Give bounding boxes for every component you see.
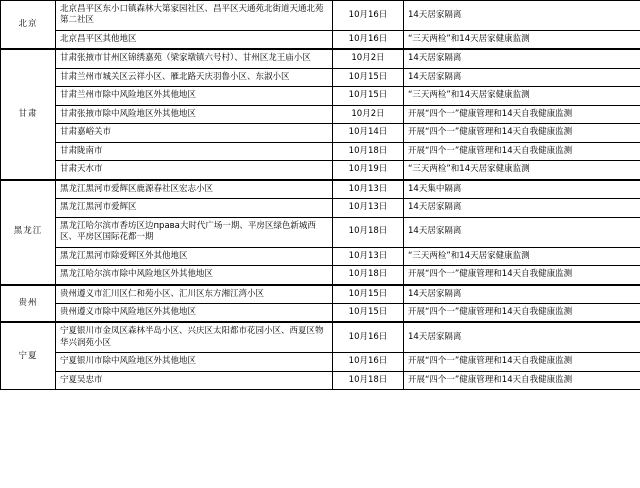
- area-cell: 宁夏银川市除中风险地区外其他地区: [56, 353, 333, 371]
- table-row: [1, 30, 640, 49]
- table-row: [1, 353, 640, 371]
- area-cell: 甘肃陇南市: [56, 142, 333, 160]
- area-cell: 宁夏银川市金凤区森林半岛小区、兴庆区太阳都市花园小区、西夏区物华兴润苑小区: [56, 322, 333, 352]
- area-cell: 甘肃兰州市城关区云祥小区、雁北路天庆羽鲁小区、东淑小区: [56, 68, 333, 86]
- date-cell: 10月13日: [333, 247, 404, 265]
- table-row: [1, 247, 640, 265]
- area-cell: 贵州遵义市汇川区仁和苑小区、汇川区东方湘江湾小区: [56, 285, 333, 304]
- date-cell: 10月18日: [333, 217, 404, 247]
- measure-cell: 14天集中隔离: [404, 180, 640, 199]
- measure-cell: 14天居家隔离: [404, 1, 640, 31]
- region-cell: 宁夏: [1, 322, 56, 389]
- measure-cell: 14天居家隔离: [404, 217, 640, 247]
- table-row: [1, 87, 640, 105]
- measure-cell: 14天居家隔离: [404, 68, 640, 86]
- date-cell: 10月15日: [333, 285, 404, 304]
- measure-cell: “三天两检”和14天居家健康监测: [404, 30, 640, 49]
- table-row: [1, 371, 640, 389]
- table-row: [1, 105, 640, 123]
- area-cell: 贵州遵义市除中风险地区外其他地区: [56, 303, 333, 322]
- table-row: [1, 68, 640, 86]
- measure-cell: 开展“四个一”健康管理和14天自我健康监测: [404, 353, 640, 371]
- region-cell: 北京: [1, 1, 56, 50]
- table-row: [1, 303, 640, 322]
- measure-cell: 开展“四个一”健康管理和14天自我健康监测: [404, 303, 640, 322]
- area-cell: 黑龙江黑河市爱辉区: [56, 199, 333, 217]
- measure-cell: 14天居家隔离: [404, 322, 640, 352]
- date-cell: 10月13日: [333, 199, 404, 217]
- area-cell: 甘肃张掖市甘州区锦绣嘉苑（梁家墩镇六号村）、甘州区龙王庙小区: [56, 49, 333, 68]
- region-cell: 贵州: [1, 285, 56, 323]
- measure-cell: 开展“四个一”健康管理和14天自我健康监测: [404, 105, 640, 123]
- date-cell: 10月18日: [333, 266, 404, 285]
- measure-cell: “三天两检”和14天居家健康监测: [404, 161, 640, 180]
- date-cell: 10月2日: [333, 49, 404, 68]
- measure-cell: 14天居家隔离: [404, 285, 640, 304]
- table-row: [1, 266, 640, 285]
- date-cell: 10月16日: [333, 353, 404, 371]
- table-row: [1, 142, 640, 160]
- area-cell: 黑龙江黑河市除爱辉区外其他地区: [56, 247, 333, 265]
- table-row: [1, 1, 640, 31]
- area-cell: 甘肃张掖市除中风险地区外其他地区: [56, 105, 333, 123]
- area-cell: 黑龙江黑河市爱辉区鹿源春社区宏志小区: [56, 180, 333, 199]
- area-cell: 甘肃天水市: [56, 161, 333, 180]
- table-row: [1, 161, 640, 180]
- table-row: [1, 49, 640, 68]
- area-cell: 北京昌平区其他地区: [56, 30, 333, 49]
- measure-cell: 开展“四个一”健康管理和14天自我健康监测: [404, 266, 640, 285]
- table-row: [1, 199, 640, 217]
- date-cell: 10月18日: [333, 142, 404, 160]
- area-cell: 黑龙江哈尔滨市香坊区边права大时代广场一期、平房区绿色新城西区、平房区国际花都一期: [56, 217, 333, 247]
- date-cell: 10月13日: [333, 180, 404, 199]
- date-cell: 10月16日: [333, 322, 404, 352]
- measure-cell: 开展“四个一”健康管理和14天自我健康监测: [404, 142, 640, 160]
- date-cell: 10月2日: [333, 105, 404, 123]
- date-cell: 10月18日: [333, 371, 404, 389]
- date-cell: 10月15日: [333, 87, 404, 105]
- area-cell: 甘肃嘉峪关市: [56, 124, 333, 142]
- area-cell: 黑龙江哈尔滨市除中风险地区外其他地区: [56, 266, 333, 285]
- table-row: [1, 124, 640, 142]
- date-cell: 10月16日: [333, 30, 404, 49]
- measure-cell: 开展“四个一”健康管理和14天自我健康监测: [404, 124, 640, 142]
- region-cell: 黑龙江: [1, 180, 56, 285]
- measure-cell: 14天居家隔离: [404, 49, 640, 68]
- measure-cell: “三天两检”和14天居家健康监测: [404, 247, 640, 265]
- area-cell: 北京昌平区东小口镇森林大第家园社区、昌平区天通苑北街道天通北苑第二社区: [56, 1, 333, 31]
- date-cell: 10月14日: [333, 124, 404, 142]
- measure-cell: 14天居家隔离: [404, 199, 640, 217]
- region-cell: 甘肃: [1, 49, 56, 179]
- measure-cell: 开展“四个一”健康管理和14天自我健康监测: [404, 371, 640, 389]
- area-cell: 甘肃兰州市除中风险地区外其他地区: [56, 87, 333, 105]
- table-row: [1, 285, 640, 304]
- date-cell: 10月15日: [333, 68, 404, 86]
- date-cell: 10月15日: [333, 303, 404, 322]
- date-cell: 10月16日: [333, 1, 404, 31]
- table-row: [1, 217, 640, 247]
- table-row: [1, 180, 640, 199]
- area-cell: 宁夏吴忠市: [56, 371, 333, 389]
- date-cell: 10月19日: [333, 161, 404, 180]
- measure-cell: “三天两检”和14天居家健康监测: [404, 87, 640, 105]
- table-row: [1, 322, 640, 352]
